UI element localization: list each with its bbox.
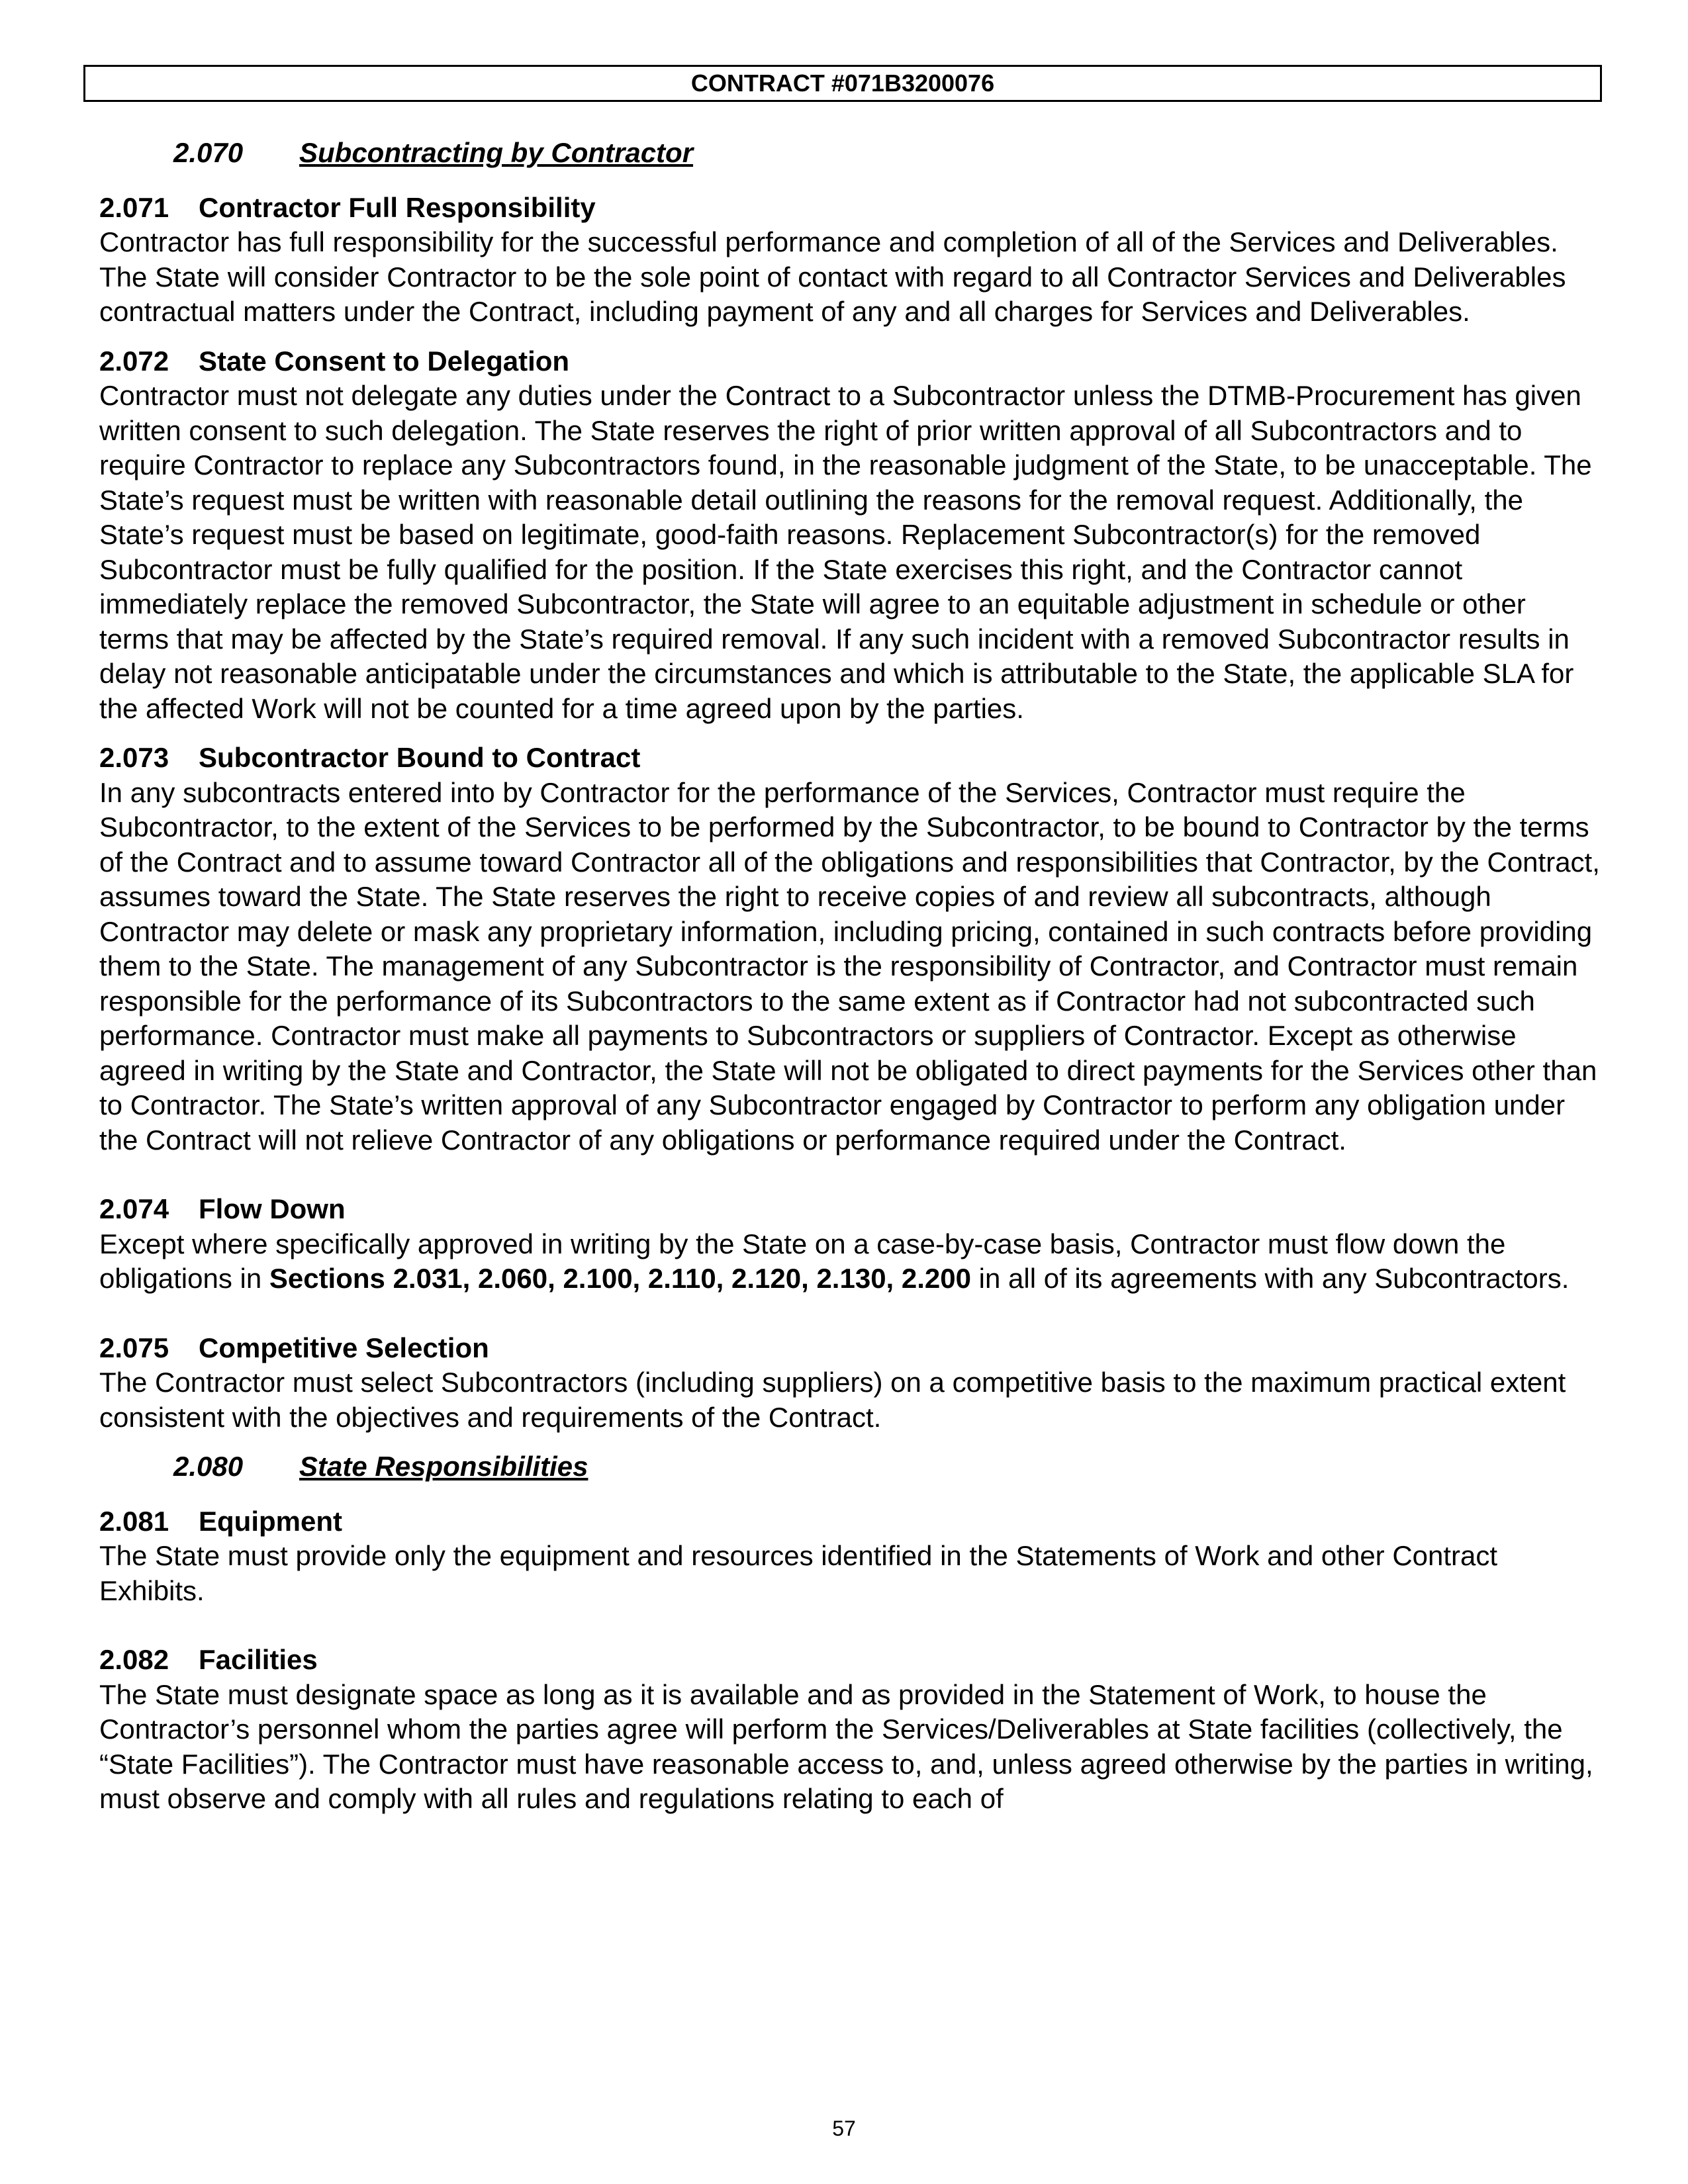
subsection-heading-2081 (99, 1504, 1602, 1539)
paragraph-2073: In any subcontracts entered into by Contractor for the performance of the Services, Contractor must require the Subcontractor, to the extent of the Services to be performed by the Subcontractor, to be bound to Contractor by the terms of the Contract and to assume toward Contractor all of the obligations and responsibilities that Contractor, by the Contract, assumes toward the State. The State reserves the right to receive copies of and review all subcontracts, although Contractor may delete or mask any proprietary information, including pricing, contained in such contracts before providing them to the State. The management of any Subcontractor is the responsibility of Contractor, and Contractor must remain responsible for the performance of its Subcontractors to the same extent as if Contractor had not subcontracted such performance. Contractor must make all payments to Subcontractors or suppliers of Contractor. Except as otherwise agreed in writing by the State and Contractor, the State will not be obligated to direct payments for the Services other than to Contractor. The State’s written approval of any Subcontractor engaged by Contractor to perform any obligation under the Contract will not relieve Contractor of any obligations or performance required under the Contract. (99, 776, 1600, 1156)
subsection-number: 2.073 (99, 742, 169, 773)
section-heading-2080 (173, 1449, 1602, 1484)
subsection-heading-2072 (99, 344, 1602, 379)
subsection-heading-2075 (99, 1331, 1602, 1366)
subsection-title: Flow Down (199, 1193, 346, 1224)
subsection-heading-2071 (99, 191, 1602, 226)
section-number: 2.080 (173, 1451, 244, 1482)
subsection-title: Facilities (199, 1644, 318, 1675)
contract-title: CONTRACT #071B3200076 (690, 69, 995, 97)
subsection-heading-2074 (99, 1192, 1602, 1227)
flow-down-text-start: Except where specifically approved in writing by the State on a case-by-case basis, Contractor must flow down the obligations in (99, 1228, 1506, 1294)
subsection-heading-2082 (99, 1643, 1602, 1678)
subsection-number: 2.081 (99, 1505, 169, 1537)
document-body (99, 136, 1602, 1831)
paragraph-2072: Contractor must not delegate any duties under the Contract to a Subcontractor unless the DTMB-Procurement has given written consent to such delegation. The State reserves the right of prior written approval of all Subcontractors and to require Contractor to replace any Subcontractors found, in the reasonable judgment of the State, to be unacceptable. The State’s request must be written with reasonable detail outlining the reasons for the removal request. Additionally, the State’s request must be based on legitimate, good-faith reasons. Replacement Subcontractor(s) for the removed Subcontractor must be fully qualified for the position. If the State exercises this right, and the Contractor cannot immediately replace the removed Subcontractor, the State will agree to an equitable adjustment in schedule or other terms that may be affected by the State’s required removal. If any such incident with a removed Subcontractor results in delay not reasonable anticipatable under the circumstances and which is attributable to the State, the applicable SLA for the affected Work will not be counted for a time agreed upon by the parties. (99, 380, 1592, 724)
subsection-number: 2.074 (99, 1193, 169, 1224)
section-heading-2070 (173, 136, 1602, 171)
subsection-title: Equipment (199, 1505, 342, 1537)
subsection-title: Contractor Full Responsibility (199, 191, 596, 223)
section-title: Subcontracting by Contractor (299, 137, 694, 168)
paragraph-2081: The State must provide only the equipment and resources identified in the Statements of Work and other Contract Exhibits. (99, 1540, 1498, 1606)
subsection-title: State Consent to Delegation (199, 345, 570, 377)
subsection-number: 2.082 (99, 1644, 169, 1675)
page-number: 57 (832, 2116, 856, 2140)
section-title: State Responsibilities (299, 1451, 588, 1482)
paragraph-2071: Contractor has full responsibility for the successful performance and completion of all of the Services and Deliverables. The State will consider Contractor to be the sole point of contact with regard to all Contractor Services and Deliverables contractual matters under the Contract, including payment of any and all charges for Services and Deliverables. (99, 226, 1566, 327)
flow-down-sections: Sections 2.031, 2.060, 2.100, 2.110, 2.120, 2.130, 2.200 (269, 1263, 971, 1294)
subsection-title: Competitive Selection (199, 1332, 489, 1363)
subsection-number: 2.071 (99, 191, 169, 223)
subsection-number: 2.072 (99, 345, 169, 377)
section-number: 2.070 (173, 137, 244, 168)
paragraph-2074 (99, 1227, 1602, 1297)
paragraph-2082: The State must designate space as long as it is available and as provided in the Statement of Work, to house the Contractor’s personnel whom the parties agree will perform the Services/Deliverables at State facilities (collectively, the “State Facilities”). The Contractor must have reasonable access to, and, unless agreed otherwise by the parties in writing, must observe and comply with all rules and regulations relating to each of (99, 1678, 1593, 1814)
contract-header (83, 65, 1602, 102)
flow-down-text-end: in all of its agreements with any Subcontractors. (971, 1263, 1570, 1294)
subsection-title: Subcontractor Bound to Contract (199, 742, 641, 773)
subsection-number: 2.075 (99, 1332, 169, 1363)
subsection-heading-2073 (99, 741, 1602, 776)
paragraph-2075: The Contractor must select Subcontractors (including suppliers) on a competitive basis to the maximum practical extent consistent with the objectives and requirements of the Contract. (99, 1367, 1566, 1433)
